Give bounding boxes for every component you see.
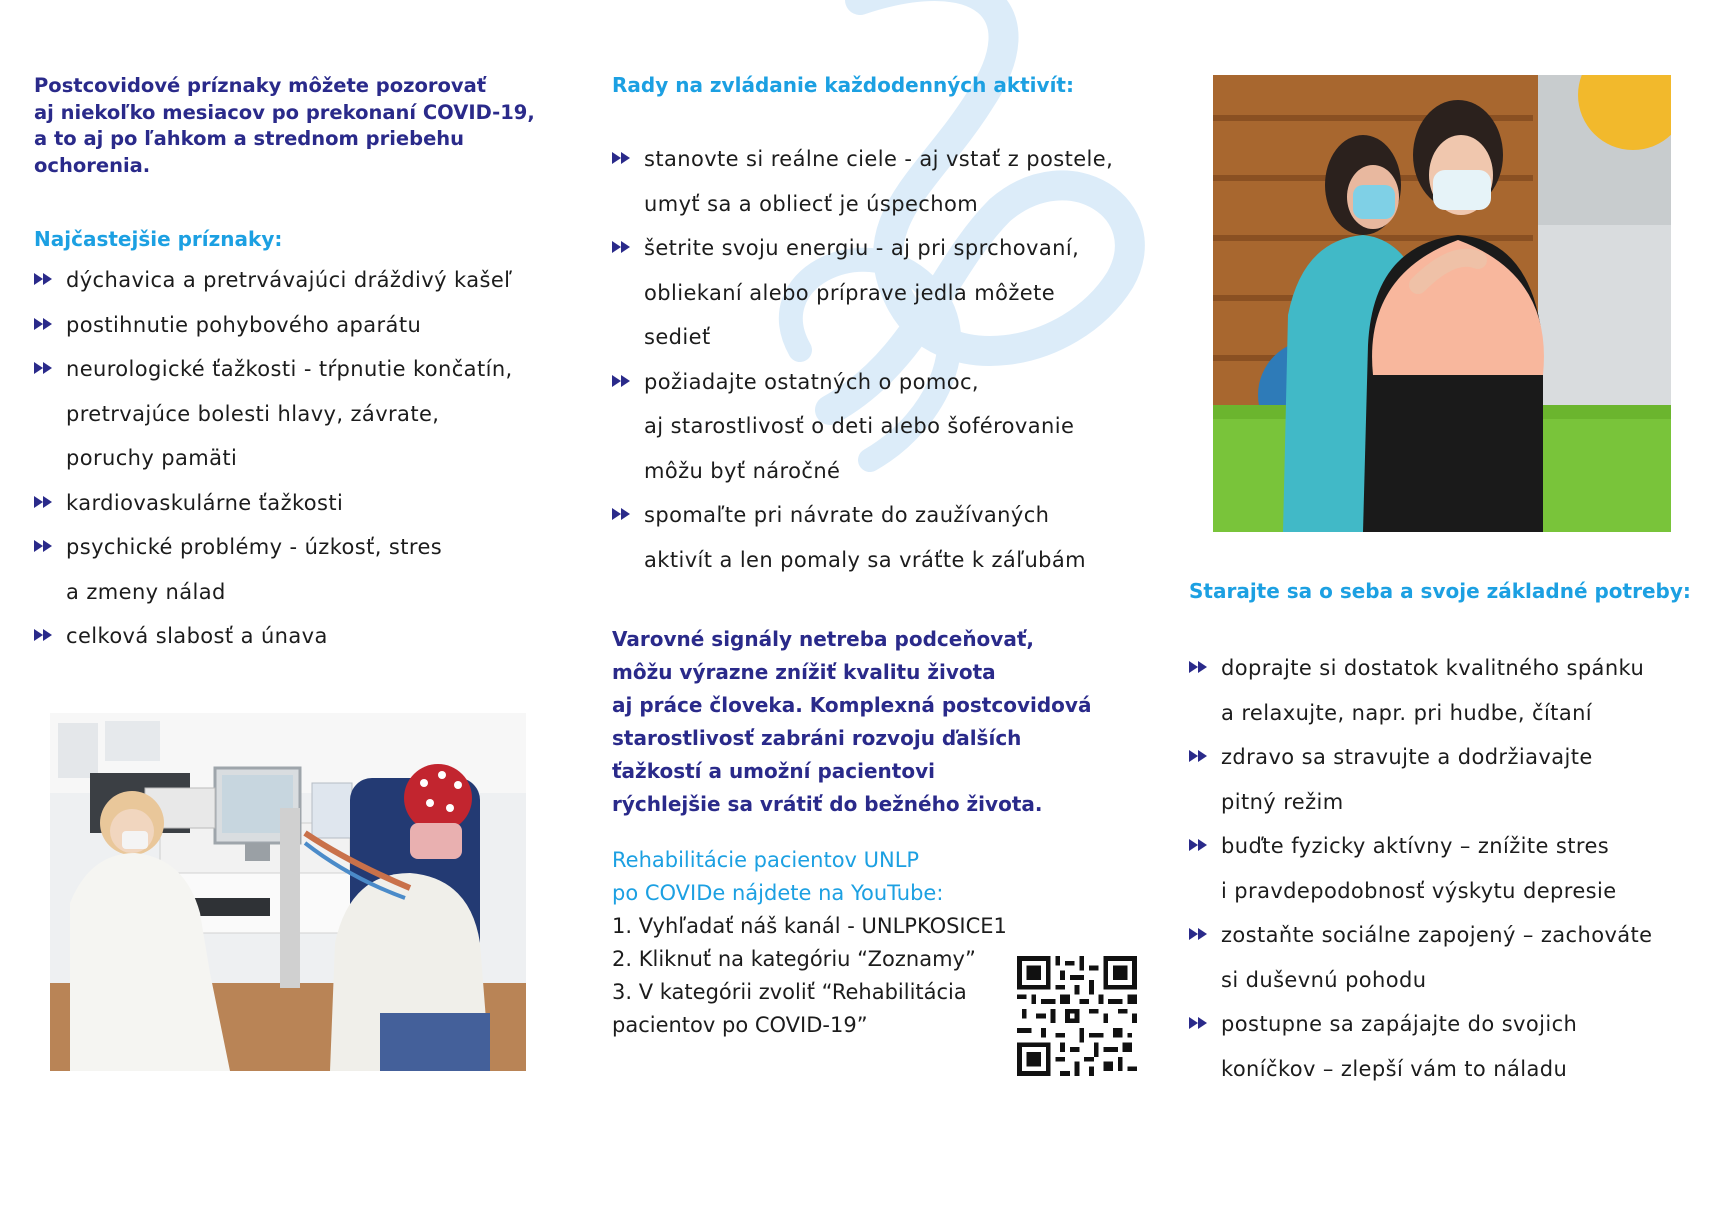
intro-text: Postcovidové príznaky môžete pozorovať aj niekoľko mesiacov po prekonaní COVID-19, a to aj po ľahkom a strednom priebehu ochorenia. — [34, 74, 535, 177]
list-item: neurologické ťažkosti - tŕpnutie končatín, pretrvajúce bolesti hlavy, závrate, poruchy pamäti — [34, 347, 574, 481]
list-item: psychické problémy - úzkosť, stres a zmeny nálad — [34, 525, 574, 614]
double-arrow-icon — [1189, 928, 1209, 941]
list-item: postupne sa zapájajte do svojich koníčkov – zlepší vám to náladu — [1189, 1002, 1709, 1091]
list-item: celková slabosť a únava — [34, 614, 574, 659]
double-arrow-icon — [34, 629, 54, 642]
list-item: doprajte si dostatok kvalitného spánku a relaxujte, napr. pri hudbe, čítaní — [1189, 646, 1709, 735]
double-arrow-icon — [1189, 750, 1209, 763]
list-item: 3. V kategórii zvoliť “Rehabilitácia pacientov po COVID-19” — [612, 980, 967, 1037]
list-item: zdravo sa stravujte a dodržiavajte pitný režim — [1189, 735, 1709, 824]
double-arrow-icon — [1189, 839, 1209, 852]
double-arrow-icon — [612, 508, 632, 521]
list-item: spomaľte pri návrate do zaužívaných aktivít a len pomaly sa vráťte k záľubám — [612, 493, 1172, 582]
activities-heading: Rady na zvládanie každodenných aktivít: — [612, 73, 1074, 97]
list-item: požiadajte ostatných o pomoc, aj starostlivosť o deti alebo šoférovanie môžu byť náročné — [612, 360, 1172, 494]
list-item: postihnutie pohybového aparátu — [34, 303, 574, 348]
youtube-heading: Rehabilitácie pacientov UNLP po COVIDe nájdete na YouTube: — [612, 848, 944, 905]
double-arrow-icon — [34, 362, 54, 375]
list-item: šetrite svoju energiu - aj pri sprchovaní, obliekaní alebo príprave jedla môžete sedieť — [612, 226, 1172, 360]
double-arrow-icon — [612, 375, 632, 388]
list-item: dýchavica a pretrvávajúci dráždivý kašeľ — [34, 258, 574, 303]
double-arrow-icon — [612, 241, 632, 254]
double-arrow-icon — [34, 496, 54, 509]
list-item: stanovte si reálne ciele - aj vstať z postele, umyť sa a obliecť je úspechom — [612, 137, 1172, 226]
youtube-steps — [612, 910, 1052, 1042]
list-item: zostaňte sociálne zapojený – zachováte si duševnú pohodu — [1189, 913, 1709, 1002]
activities-list — [612, 137, 1172, 582]
double-arrow-icon — [1189, 661, 1209, 674]
list-item: kardiovaskulárne ťažkosti — [34, 481, 574, 526]
list-item: buďte fyzicky aktívny – znížite stres i pravdepodobnosť výskytu depresie — [1189, 824, 1709, 913]
symptoms-heading: Najčastejšie príznaky: — [34, 227, 283, 251]
double-arrow-icon — [34, 318, 54, 331]
care-list — [1189, 646, 1709, 1091]
list-item: 2. Kliknuť na kategóriu “Zoznamy” — [612, 947, 976, 971]
list-item: 1. Vyhľadať náš kanál - UNLPKOSICE1 — [612, 914, 1007, 938]
symptoms-list — [34, 258, 574, 659]
double-arrow-icon — [34, 540, 54, 553]
qr-code-icon[interactable] — [1017, 956, 1137, 1076]
physiotherapy-photo — [1213, 75, 1671, 532]
double-arrow-icon — [34, 273, 54, 286]
double-arrow-icon — [1189, 1017, 1209, 1030]
care-heading: Starajte sa o seba a svoje základné potreby: — [1189, 579, 1691, 603]
eeg-examination-photo — [50, 713, 526, 1071]
warning-text: Varovné signály netreba podceňovať, môžu výrazne znížiť kvalitu života aj práce človeka. Komplexná postcovidová starostlivosť zabráni rozvoju ďalších ťažkostí a umožní pacientovi rýchlejšie sa vrátiť do bežného života. — [612, 627, 1092, 816]
double-arrow-icon — [612, 152, 632, 165]
